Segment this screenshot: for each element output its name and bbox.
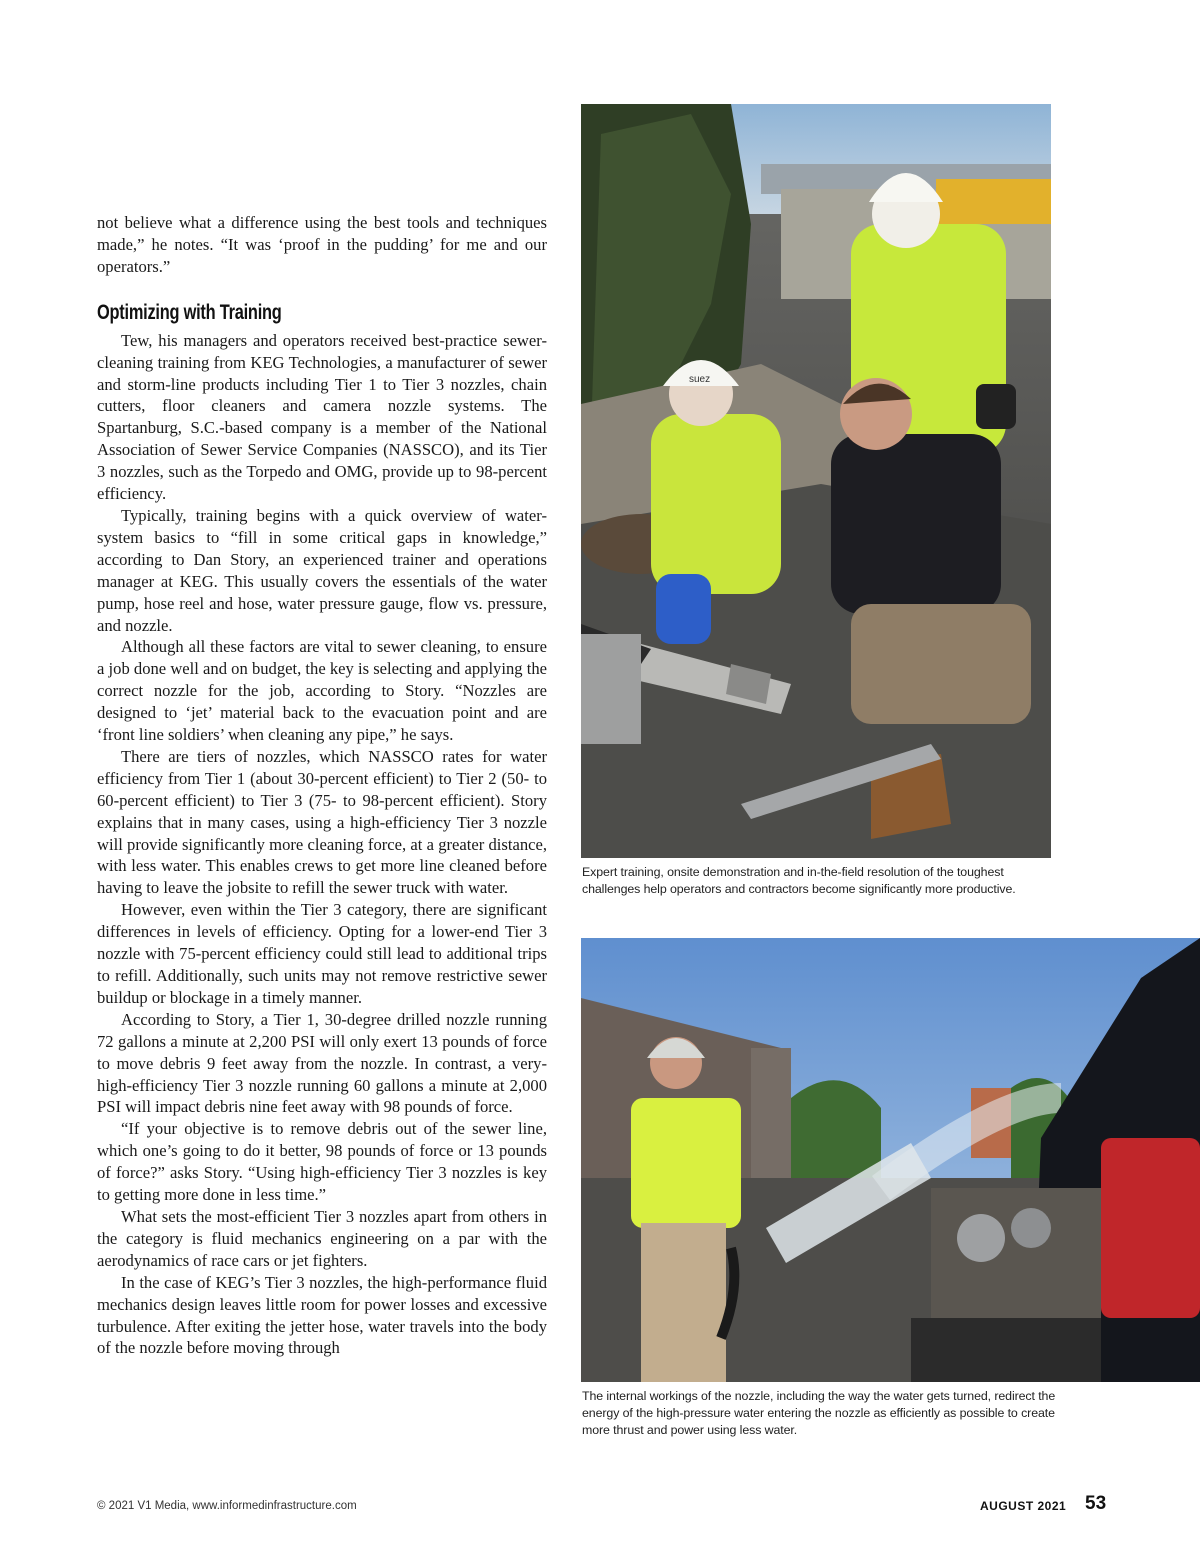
hat-logo-text: suez [689,374,711,385]
photo-training-demonstration [581,104,1051,858]
body-paragraph-9: In the case of KEG’s Tier 3 nozzles, the high-performance fluid mechanics design leaves little room for power losses and excessive turbulence. After exiting the jetter hose, water travels into the body of the nozzle before moving through [97,1272,547,1358]
body-paragraph-1: Tew, his managers and operators received best-practice sewer-cleaning training from KEG Technologies, a manufacturer of sewer and storm-line products including Tier 1 to Tier 3 nozzles, chain cutters, floor cleaners and camera nozzle systems. The Spartanburg, S.C.-based company is a member of the National Association of Sewer Service Companies (NASSCO), and its Tier 3 nozzles, such as the Torpedo and OMG, provide up to 98-percent efficiency. [97,330,547,504]
page-number: 53 [1085,1493,1107,1514]
body-paragraph-4: There are tiers of nozzles, which NASSCO rates for water efficiency from Tier 1 (about 30-percent efficient) to Tier 2 (50- to 60-percent efficient) to Tier 3 (75- to 98-percent efficient). Story explains that in many cases, using a high-efficiency Tier 3 nozzle will provide significantly more cleaning force, at a greater distance, with less water. This enables crews to get more line cleaned before having to leave the jobsite to refill the sewer truck with water. [97,746,547,898]
article-body [97,212,547,1359]
body-paragraph-7: “If your objective is to remove debris out of the sewer line, which one’s going to do it better, 98 pounds of force or 13 pounds of force?” asks Story. “Using high-efficiency Tier 3 nozzles is key to getting more done in less time.” [97,1119,547,1205]
photo-caption-top: Expert training, onsite demonstration and in-the-field resolution of the toughest challenges help operators and contractors become significantly more productive. [582,865,1016,896]
section-heading: Optimizing with Training [97,300,282,324]
photo-nozzle-spraying [581,938,1200,1382]
body-paragraph-2: Typically, training begins with a quick overview of water-system basics to “fill in some critical gaps in knowledge,” according to Dan Story, an experienced trainer and operations manager at KEG. This usually covers the essentials of the water pump, hose reel and hose, water pressure gauge, flow vs. pressure, and nozzle. [97,505,547,635]
footer-copyright: © 2021 V1 Media, www.informedinfrastructure.com [97,1500,357,1512]
body-paragraph-8: What sets the most-efficient Tier 3 nozzles apart from others in the category is fluid mechanics engineering on a par with the aerodynamics of race cars or jet fighters. [97,1206,547,1270]
body-paragraph-6: According to Story, a Tier 1, 30-degree drilled nozzle running 72 gallons a minute at 2,200 PSI will only exert 13 pounds of force to move debris 9 feet away from the nozzle. In contrast, a very-high-efficiency Tier 3 nozzle running 60 gallons a minute at 2,000 PSI will impact debris nine feet away with 98 pounds of force. [97,1009,547,1117]
footer-issue: AUGUST 2021 [980,1499,1067,1513]
body-paragraph-5: However, even within the Tier 3 category, there are significant differences in levels of efficiency. Opting for a lower-end Tier 3 nozzle with 75-percent efficiency could still lead to additional trips to refill. Additionally, such units may not remove restrictive sewer buildup or blockage in a timely manner. [97,900,547,1007]
photo-caption-bottom: The internal workings of the nozzle, including the way the water gets turned, redirect the energy of the high-pressure water entering the nozzle as efficiently as possible to create more thrust and power using less water. [582,1389,1056,1437]
intro-paragraph: not believe what a difference using the best tools and techniques made,” he notes. “It was ‘proof in the pudding’ for me and our operators.” [97,213,547,276]
body-paragraph-3: Although all these factors are vital to sewer cleaning, to ensure a job done well and on budget, the key is selecting and applying the correct nozzle for the job, according to Story. “Nozzles are designed to ‘jet’ material back to the evacuation point and are ‘front line soldiers’ when cleaning any pipe,” he says. [97,637,547,745]
